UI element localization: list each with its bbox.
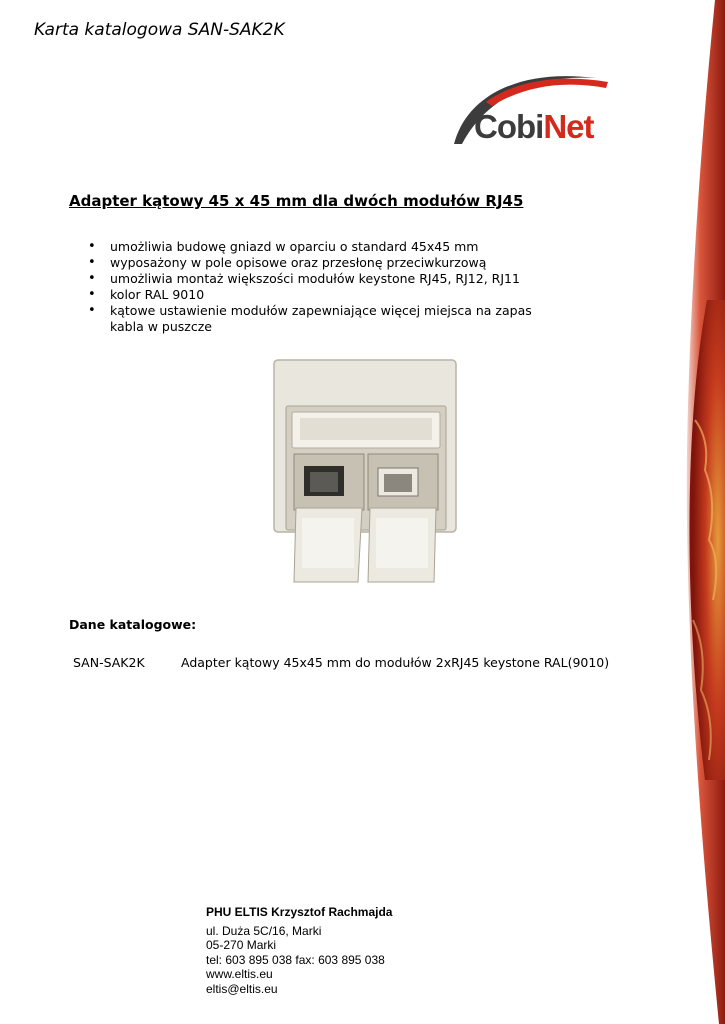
feature-item: • wyposażony w pole opisowe oraz przesłonę przeciwkurzową	[88, 255, 568, 271]
decorative-globe-strip	[665, 0, 725, 1024]
cobinet-logo	[474, 108, 594, 146]
feature-list	[88, 239, 568, 335]
product-photo	[270, 358, 460, 586]
footer-address-city: 05-270 Marki	[206, 938, 277, 953]
feature-item: • kolor RAL 9010	[88, 287, 568, 303]
footer-contact	[206, 905, 392, 997]
footer-website-link[interactable]: www.eltis.eu	[206, 967, 273, 982]
footer-email-link[interactable]: eltis@eltis.eu	[206, 981, 278, 996]
logo-text-cobi: Cobi	[474, 108, 544, 145]
feature-item: • umożliwia montaż większości modułów keystone RJ45, RJ12, RJ11	[88, 271, 568, 287]
catalog-code: SAN-SAK2K	[73, 655, 145, 670]
catalog-description: Adapter kątowy 45x45 mm do modułów 2xRJ45 keystone RAL(9010)	[181, 655, 610, 670]
feature-item: • umożliwia budowę gniazd w oparciu o standard 45x45 mm	[88, 239, 568, 255]
catalog-section-label: Dane katalogowe:	[69, 617, 197, 632]
product-title: Adapter kątowy 45 x 45 mm dla dwóch modułów RJ45	[69, 192, 524, 210]
feature-item: • kątowe ustawienie modułów zapewniające więcej miejsca na zapas kabla w puszcze	[88, 303, 568, 335]
footer-company-name: PHU ELTIS Krzysztof Rachmajda	[206, 905, 393, 919]
footer-address-street: ul. Duża 5C/16, Marki	[206, 923, 322, 938]
document-header-title: Karta katalogowa SAN-SAK2K	[34, 20, 285, 40]
footer-phone: tel: 603 895 038 fax: 603 895 038	[206, 952, 385, 967]
logo-text-net: Net	[543, 108, 594, 145]
